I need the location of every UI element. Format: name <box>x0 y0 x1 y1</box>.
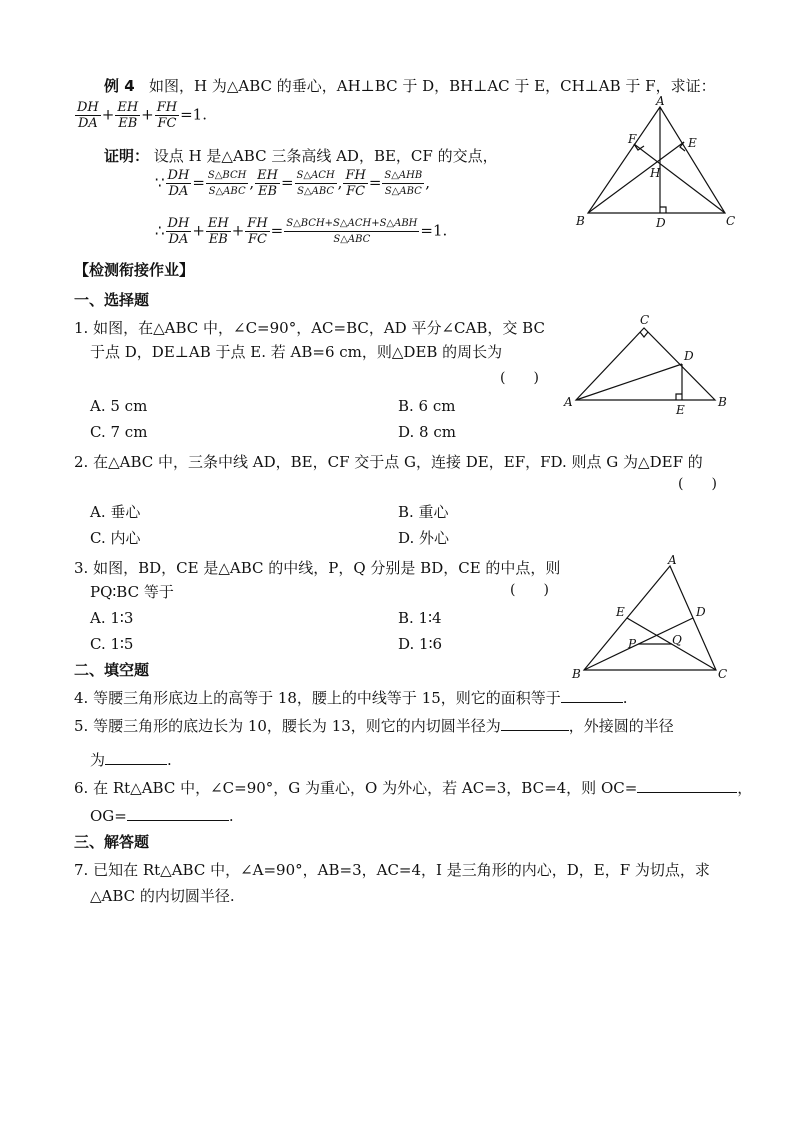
fig2-label-b: B <box>718 395 727 409</box>
fig2-label-d: D <box>684 349 694 363</box>
fig3-label-d: D <box>696 605 706 619</box>
section-title: 【检测衔接作业】 <box>74 261 195 279</box>
example-line1 <box>104 76 716 96</box>
example-statement: 如图，H 为△ABC 的垂心，AH⊥BC 于 D，BH⊥AC 于 E，CH⊥AB 于 F，求证： <box>148 77 716 95</box>
fig3-label-p: P <box>628 637 637 651</box>
fig1-label-c: C <box>726 214 736 228</box>
q3-line2: PQ∶BC 等于 <box>90 583 174 601</box>
proof-label: 证明： <box>104 147 150 165</box>
proof-therefore-line: ∴ $\frac{DH}{DA}$ + $\frac{EH}{EB}$ + $\frac{FH}{FC}$ = $\frac{\text{S△BCH+S△ACH+S△ABH}}{\text{S△ABC}}$ =1. <box>155 216 448 247</box>
fig3-label-c: C <box>718 667 728 681</box>
q1-option-c[interactable]: C. 7 cm <box>90 423 148 441</box>
fig1-label-e: E <box>688 136 697 150</box>
equation-tail: =1. <box>180 105 207 124</box>
q5-circumradius-blank[interactable] <box>105 750 167 765</box>
q6-oc-blank[interactable] <box>637 778 737 793</box>
q6-line2: OG= . <box>90 807 234 825</box>
fraction-fh-fc: $\frac{FH}{FC}$ <box>156 100 178 131</box>
q3-answer-paren[interactable]: ( ) <box>510 582 549 598</box>
q1-line2: 于点 D，DE⊥AB 于点 E. 若 AB=6 cm，则△DEB 的周长为 <box>90 343 503 361</box>
proof-because-line: ∵ $\frac{DH}{DA}$ = $\frac{\text{S△BCH}}{\text{S△ABC}}$ , $\frac{EH}{EB}$ = $\frac{\text{S△ACH}}{\text{S△ABC}}$ , $\frac{FH}{FC}$ = $\frac{\text{S△AHB}}{\text{S△ABC}}$ , <box>155 168 431 199</box>
proof-text: 设点 H 是△ABC 三条高线 AD，BE，CF 的交点， <box>153 147 498 165</box>
fig1-label-b: B <box>576 214 585 228</box>
q1-option-b[interactable]: B. 6 cm <box>398 397 456 415</box>
q1-line1: 1. 如图，在△ABC 中，∠C=90°，AC=BC，AD 平分∠CAB，交 BC <box>74 319 545 337</box>
fig3-label-b: B <box>572 667 581 681</box>
q3-line1: 3. 如图，BD，CE 是△ABC 的中线，P，Q 分别是 BD，CE 的中点，则 <box>74 559 561 577</box>
q6-og-blank[interactable] <box>127 806 229 821</box>
q3-option-b[interactable]: B. 1∶4 <box>398 609 442 627</box>
q6-line1: 6. 在 Rt△ABC 中，∠C=90°，G 为重心，O 为外心，若 AC=3，BC=4，则 OC= ， <box>74 779 753 797</box>
q2-option-c[interactable]: C. 内心 <box>90 529 141 547</box>
q5-text: 5. 等腰三角形的底边长为 10，腰长为 13，则它的内切圆半径为 <box>74 717 501 735</box>
part3-title: 三、解答题 <box>74 833 150 851</box>
q2-option-b[interactable]: B. 重心 <box>398 503 449 521</box>
q5-line1 <box>74 716 674 736</box>
fig1-label-d: D <box>656 216 666 230</box>
example-equation: $\frac{DH}{DA}$ + $\frac{EH}{EB}$ + $\frac{FH}{FC}$ =1. <box>77 100 207 131</box>
q3-option-a[interactable]: A. 1∶3 <box>90 609 134 627</box>
figure-medians <box>568 552 738 682</box>
q2-answer-paren[interactable]: ( ) <box>678 476 717 492</box>
q3-option-c[interactable]: C. 1∶5 <box>90 635 134 653</box>
q1-option-a[interactable]: A. 5 cm <box>90 397 148 415</box>
q7-line1: 7. 已知在 Rt△ABC 中，∠A=90°，AB=3，AC=4，I 是三角形的内心，D，E，F 为切点，求 <box>74 861 710 879</box>
q2-option-d[interactable]: D. 外心 <box>398 529 450 547</box>
example-label: 例 4 <box>104 77 135 95</box>
q1-option-d[interactable]: D. 8 cm <box>398 423 456 441</box>
fig2-label-c: C <box>640 313 650 327</box>
fig3-label-q: Q <box>672 633 682 647</box>
q5-inradius-blank[interactable] <box>501 716 569 731</box>
figure-angle-bisector <box>560 312 740 416</box>
proof-line <box>104 146 498 166</box>
fig1-label-h: H <box>650 166 661 180</box>
q6-text: 6. 在 Rt△ABC 中，∠C=90°，G 为重心，O 为外心，若 AC=3，BC=4，则 OC= <box>74 779 638 797</box>
q4-line: 4. 等腰三角形底边上的高等于 18，腰上的中线等于 15，则它的面积等于 . <box>74 689 628 707</box>
q2-line1: 2. 在△ABC 中，三条中线 AD，BE，CF 交于点 G，连接 DE，EF，FD. 则点 G 为△DEF 的 <box>74 453 703 471</box>
fig3-label-a: A <box>668 553 677 567</box>
fig2-label-e: E <box>676 403 685 416</box>
part1-title: 一、选择题 <box>74 291 150 309</box>
q2-option-a[interactable]: A. 垂心 <box>90 503 141 521</box>
fig3-label-e: E <box>616 605 625 619</box>
q7-line2: △ABC 的内切圆半径. <box>90 887 235 905</box>
q5-mid: ，外接圆的半径 <box>568 717 674 735</box>
q6-line2-text: OG= <box>90 807 127 825</box>
because-symbol: ∵ <box>155 173 165 192</box>
fig2-label-a: A <box>564 395 573 409</box>
fraction-eh-eb: $\frac{EH}{EB}$ <box>117 100 139 131</box>
q4-text: 4. 等腰三角形底边上的高等于 18，腰上的中线等于 15，则它的面积等于 <box>74 689 561 707</box>
part2-title: 二、填空题 <box>74 661 150 679</box>
q4-answer-blank[interactable] <box>561 688 623 703</box>
q5-line2: 为 . <box>90 751 172 769</box>
fig1-label-f: F <box>628 132 637 146</box>
fig1-label-a: A <box>656 95 665 108</box>
fraction-dh-da: $\frac{DH}{DA}$ <box>77 100 99 131</box>
q5-line2-text: 为 <box>90 751 106 769</box>
q1-answer-paren[interactable]: ( ) <box>500 370 539 386</box>
q3-option-d[interactable]: D. 1∶6 <box>398 635 443 653</box>
figure-orthocenter <box>570 95 740 235</box>
therefore-symbol: ∴ <box>155 221 165 240</box>
